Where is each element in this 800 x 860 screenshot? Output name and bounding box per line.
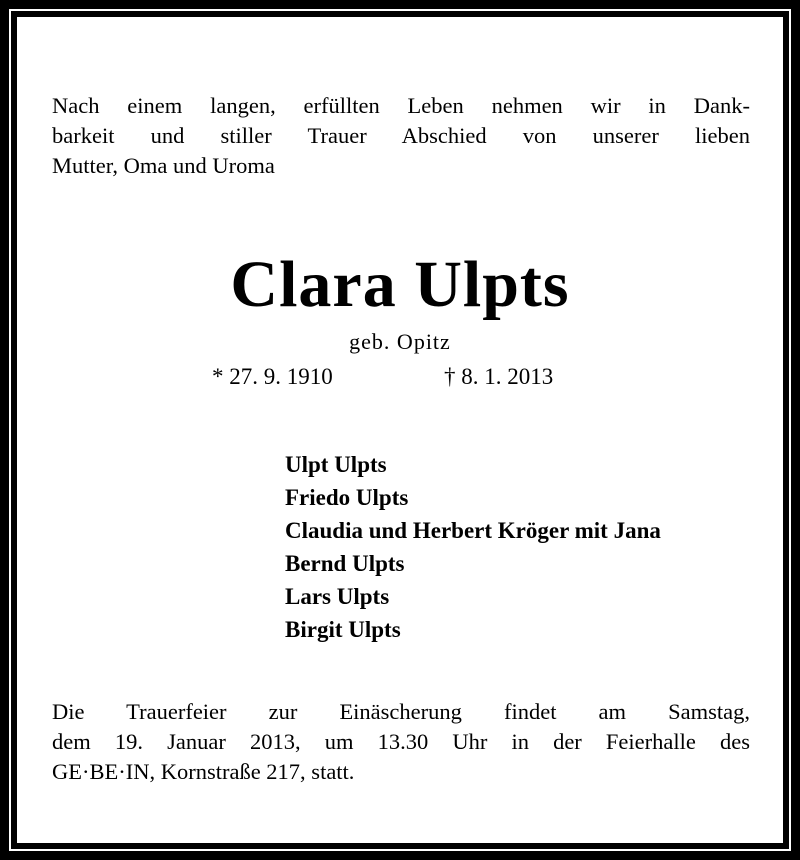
mourner: Friedo Ulpts [285,485,409,510]
mourners-list [285,448,661,646]
intro-line: Nach einem langen, erfüllten Leben nehmen wir in Dank- [52,93,750,118]
service-details [52,697,750,787]
deceased-name: Clara Ulpts [230,248,570,321]
mourner: Bernd Ulpts [285,551,405,576]
intro-line: barkeit und stiller Trauer Abschied von unserer lieben [52,123,750,148]
maiden-name: geb. Opitz [349,329,451,354]
service-line: Die Trauerfeier zur Einäscherung findet am Samstag, [52,699,750,724]
mourner: Birgit Ulpts [285,617,401,642]
mourner: Ulpt Ulpts [285,452,387,477]
service-line: GE·BE·IN, Kornstraße 217, statt. [52,759,355,784]
mourner: Lars Ulpts [285,584,390,609]
service-line: dem 19. Januar 2013, um 13.30 Uhr in der Feierhalle des [52,729,750,754]
obituary-notice [17,17,783,843]
intro-text [52,91,750,181]
intro-line: Mutter, Oma und Uroma [52,153,275,178]
mourner: Claudia und Herbert Kröger mit Jana [285,518,661,543]
death-date: † 8. 1. 2013 [444,364,554,389]
birth-date: * 27. 9. 1910 [212,364,333,389]
